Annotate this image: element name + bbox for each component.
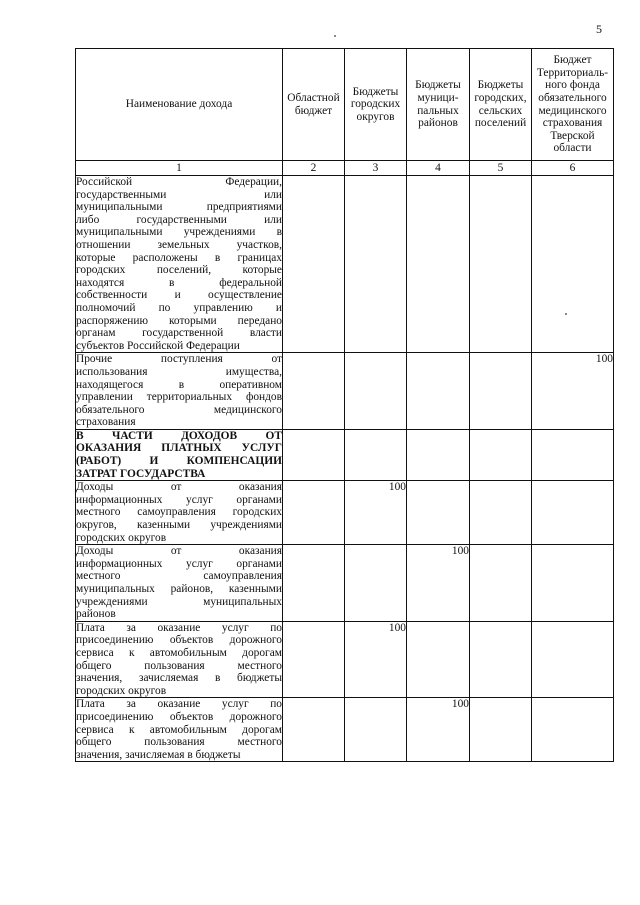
percentage-cell	[345, 545, 407, 622]
revenue-name-line: Доходы от оказания	[76, 481, 282, 494]
header-line: Бюджеты	[352, 85, 399, 98]
header-line: Тверской	[550, 129, 595, 142]
revenue-name-line: значения, зачисляемая в бюджеты	[76, 748, 241, 761]
percentage-cell	[283, 481, 345, 545]
revenue-name-line: В ЧАСТИ ДОХОДОВ ОТ	[76, 429, 282, 442]
revenue-name-line: органам государственной власти	[76, 327, 282, 340]
revenue-name-line: ЗАТРАТ ГОСУДАРСТВА	[76, 467, 206, 480]
percentage-cell	[407, 353, 470, 430]
percentage-cell	[345, 429, 407, 480]
header-line: обязательного	[538, 91, 607, 104]
table-header-row	[76, 49, 614, 161]
revenue-name-line: государственными или	[76, 188, 282, 201]
header-revenue-name	[76, 49, 283, 161]
revenue-name	[76, 621, 283, 698]
percentage-cell: 100	[532, 353, 614, 430]
revenue-name-line: Плата за оказание услуг по	[76, 698, 282, 711]
scan-speck	[334, 35, 336, 37]
column-number: 5	[470, 161, 532, 176]
header-line: Областной	[287, 91, 340, 104]
table-row	[76, 621, 614, 698]
percentage-cell	[532, 698, 614, 762]
table-row	[76, 176, 614, 353]
revenue-name-line: использования имущества,	[76, 365, 282, 378]
revenue-name	[76, 698, 283, 762]
header-line: округов	[356, 110, 395, 123]
column-number-row	[76, 161, 614, 176]
revenue-name-line: муниципальными предприятиями	[76, 201, 282, 214]
revenue-name-line: местного самоуправления городских	[76, 506, 282, 519]
revenue-name-line: значения, зачисляемая в бюджеты	[76, 672, 282, 685]
revenue-name-line: сервиса к автомобильным дорогам	[76, 723, 282, 736]
section-heading	[76, 429, 283, 480]
percentage-cell: 100	[407, 545, 470, 622]
revenue-name-line: страхования	[76, 416, 136, 429]
percentage-cell	[345, 698, 407, 762]
table-row	[76, 481, 614, 545]
percentage-cell	[470, 176, 532, 353]
percentage-cell	[283, 176, 345, 353]
revenue-name-line: общего пользования местного	[76, 736, 282, 749]
revenue-name-line: которые расположены в границах	[76, 251, 282, 264]
percentage-cell	[407, 429, 470, 480]
revenue-name-line: управлении территориальных фондов	[76, 391, 282, 404]
revenue-name-line: округов, казенными учреждениями	[76, 519, 282, 532]
table-row	[76, 545, 614, 622]
revenue-name	[76, 353, 283, 430]
column-number: 3	[345, 161, 407, 176]
percentage-cell	[283, 621, 345, 698]
percentage-cell: 100	[345, 481, 407, 545]
column-number: 1	[76, 161, 283, 176]
revenue-name	[76, 481, 283, 545]
revenue-name-line: городских поселений, которые	[76, 264, 282, 277]
header-line: пальных	[417, 104, 459, 117]
header-line: городских	[350, 98, 401, 111]
revenue-name-line: присоединению объектов дорожного	[76, 634, 282, 647]
header-line: Территориаль-	[536, 66, 609, 79]
header-line: городских,	[474, 91, 527, 104]
header-line: Бюджеты	[415, 79, 461, 92]
percentage-cell	[470, 545, 532, 622]
percentage-cell	[532, 176, 614, 353]
revenue-name	[76, 545, 283, 622]
column-number: 2	[283, 161, 345, 176]
percentage-cell	[470, 621, 532, 698]
revenue-name-line: учреждениями муниципальных	[76, 595, 282, 608]
header-line: Наименование дохода	[125, 98, 233, 111]
percentage-cell	[283, 698, 345, 762]
percentage-cell	[532, 545, 614, 622]
header-budget-column	[283, 49, 345, 161]
percentage-cell	[283, 429, 345, 480]
revenue-name-line: Плата за оказание услуг по	[76, 621, 282, 634]
page-number: 5	[596, 22, 602, 36]
table-row	[76, 353, 614, 430]
header-line: Бюджет	[553, 54, 592, 67]
table-body	[76, 176, 614, 762]
header-line: Бюджеты	[477, 79, 524, 92]
revenue-name-line: Доходы от оказания	[76, 545, 282, 558]
revenue-name-line: Российской Федерации,	[76, 176, 282, 188]
header-line: бюджет	[294, 104, 333, 117]
revenue-name-line: собственности и осуществление	[76, 289, 282, 302]
header-budget-column	[407, 49, 470, 161]
percentage-cell	[470, 481, 532, 545]
revenue-name-line: распоряжению которыми передано	[76, 314, 282, 327]
revenue-name-line: муниципальных районов, казенными	[76, 583, 282, 595]
revenue-name-line: сервиса к автомобильным дорогам	[76, 646, 282, 659]
revenue-name-line: находящегося в оперативном	[76, 378, 282, 391]
column-number: 4	[407, 161, 470, 176]
revenue-name-line: муниципальными учреждениями в	[76, 226, 282, 239]
header-line: страхования	[542, 117, 603, 130]
percentage-cell	[470, 698, 532, 762]
revenue-name-line: Прочие поступления от	[76, 353, 282, 366]
header-line: области	[553, 142, 592, 155]
percentage-cell	[470, 429, 532, 480]
revenue-name-line: присоединению объектов дорожного	[76, 710, 282, 723]
revenue-name-line: полномочий по управлению и	[76, 301, 282, 314]
revenue-name-line: городских округов	[76, 684, 167, 697]
percentage-cell	[283, 545, 345, 622]
revenue-name-line: либо государственными или	[76, 213, 282, 226]
header-line: сельских	[478, 104, 523, 117]
percentage-cell: 100	[345, 621, 407, 698]
revenue-name-line: находятся в федеральной	[76, 276, 282, 289]
header-line: поселений	[474, 117, 527, 130]
percentage-cell	[470, 353, 532, 430]
header-budget-column	[345, 49, 407, 161]
revenue-name	[76, 176, 283, 353]
header-line: районов	[418, 117, 458, 130]
percentage-cell	[407, 176, 470, 353]
column-number: 6	[532, 161, 614, 176]
revenue-distribution-table	[75, 48, 614, 762]
revenue-name-line: ОКАЗАНИЯ ПЛАТНЫХ УСЛУГ	[76, 442, 282, 455]
header-budget-column	[470, 49, 532, 161]
percentage-cell	[532, 429, 614, 480]
revenue-name-line: обязательного медицинского	[76, 403, 282, 416]
revenue-name-line: местного самоуправления	[76, 570, 282, 583]
percentage-cell	[532, 621, 614, 698]
revenue-name-line: (РАБОТ) И КОМПЕНСАЦИИ	[76, 455, 282, 468]
revenue-name-line: информационных услуг органами	[76, 557, 282, 570]
percentage-cell	[407, 481, 470, 545]
revenue-name-line: информационных услуг органами	[76, 493, 282, 506]
revenue-name-line: районов	[76, 608, 116, 621]
section-heading-row	[76, 429, 614, 480]
percentage-cell: 100	[407, 698, 470, 762]
header-line: муници-	[417, 91, 459, 104]
revenue-name-line: субъектов Российской Федерации	[76, 339, 240, 352]
percentage-cell	[345, 176, 407, 353]
percentage-cell	[532, 481, 614, 545]
header-budget-column	[532, 49, 614, 161]
revenue-name-line: общего пользования местного	[76, 659, 282, 672]
percentage-cell	[407, 621, 470, 698]
table-row	[76, 698, 614, 762]
revenue-name-line: отношении земельных участков,	[76, 238, 282, 251]
header-line: ного фонда	[545, 79, 600, 92]
percentage-cell	[345, 353, 407, 430]
header-line: медицинского	[538, 104, 607, 117]
revenue-name-line: городских округов	[76, 531, 167, 544]
percentage-cell	[283, 353, 345, 430]
